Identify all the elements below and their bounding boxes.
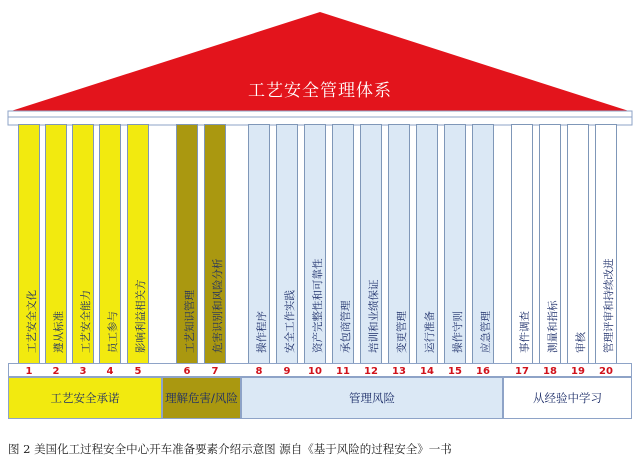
pillar-number: 6 — [183, 366, 191, 377]
pillar-18 — [539, 124, 561, 364]
pillar-19 — [567, 124, 589, 364]
pillar-label: 操作守则 — [452, 311, 464, 353]
pillar-number: 1 — [25, 366, 33, 377]
pillar-label: 管理评审和持续改进 — [603, 258, 615, 353]
group-understand-hazard: 理解危害/风险 — [162, 377, 241, 419]
pillar-5 — [127, 124, 149, 364]
pillar-11 — [332, 124, 354, 364]
pillar-number: 15 — [448, 366, 462, 377]
pillar-label: 承包商管理 — [340, 300, 352, 353]
pillar-6 — [176, 124, 198, 364]
pillar-label: 工艺安全文化 — [26, 290, 38, 353]
group-learn-experience: 从经验中学习 — [503, 377, 632, 419]
pillar-10 — [304, 124, 326, 364]
pillar-label: 危害识别和风险分析 — [212, 258, 224, 353]
pillar-label: 安全工作实践 — [284, 290, 296, 353]
pillar-number: 5 — [134, 366, 142, 377]
pillar-4 — [99, 124, 121, 364]
pillar-number: 13 — [392, 366, 406, 377]
pillar-3 — [72, 124, 94, 364]
roof-title: 工艺安全管理体系 — [248, 81, 392, 101]
pillar-label: 工艺安全能力 — [80, 290, 92, 353]
pillar-number: 10 — [308, 366, 322, 377]
pillar-2 — [45, 124, 67, 364]
group-manage-risk: 管理风险 — [241, 377, 503, 419]
pillar-label: 测量和指标 — [547, 300, 559, 353]
pillar-number: 18 — [543, 366, 557, 377]
pillar-14 — [416, 124, 438, 364]
pillar-number: 3 — [79, 366, 87, 377]
pillar-label: 事件调查 — [519, 311, 531, 353]
pillar-label: 影响利益相关方 — [135, 279, 147, 353]
pillar-label: 工艺知识管理 — [184, 290, 196, 353]
pillar-label: 审核 — [575, 332, 587, 353]
pillar-number: 12 — [364, 366, 378, 377]
pillar-label: 员工参与 — [107, 311, 119, 353]
pillar-number: 11 — [336, 366, 350, 377]
pillar-13 — [388, 124, 410, 364]
pillar-number: 4 — [106, 366, 114, 377]
pillar-number: 14 — [420, 366, 434, 377]
pillar-16 — [472, 124, 494, 364]
pillar-9 — [276, 124, 298, 364]
pillar-number: 19 — [571, 366, 585, 377]
pillar-number: 17 — [515, 366, 529, 377]
pillar-label: 遵从标准 — [53, 311, 65, 353]
pillar-label: 变更管理 — [396, 311, 408, 353]
pillar-label: 操作程序 — [256, 311, 268, 353]
figure-caption: 图 2 美国化工过程安全中心开车准备要素介绍示意图 源自《基于风险的过程安全》一书 — [8, 442, 452, 456]
pillar-number: 8 — [255, 366, 263, 377]
pillar-1 — [18, 124, 40, 364]
pillar-number: 9 — [283, 366, 291, 377]
pillar-number: 2 — [52, 366, 60, 377]
pillar-20 — [595, 124, 617, 364]
pillar-label: 运行准备 — [424, 311, 436, 353]
group-commitment: 工艺安全承诺 — [8, 377, 162, 419]
pillar-8 — [248, 124, 270, 364]
pillar-17 — [511, 124, 533, 364]
pillar-label: 资产完整性和可靠性 — [312, 258, 324, 353]
pillar-7 — [204, 124, 226, 364]
pillar-15 — [444, 124, 466, 364]
roof — [0, 0, 640, 130]
pillar-label: 应急管理 — [480, 311, 492, 353]
pillar-number: 7 — [211, 366, 219, 377]
pillar-label: 培训和业绩保证 — [368, 279, 380, 353]
pillar-12 — [360, 124, 382, 364]
pillar-number: 16 — [476, 366, 490, 377]
pillar-number: 20 — [599, 366, 613, 377]
